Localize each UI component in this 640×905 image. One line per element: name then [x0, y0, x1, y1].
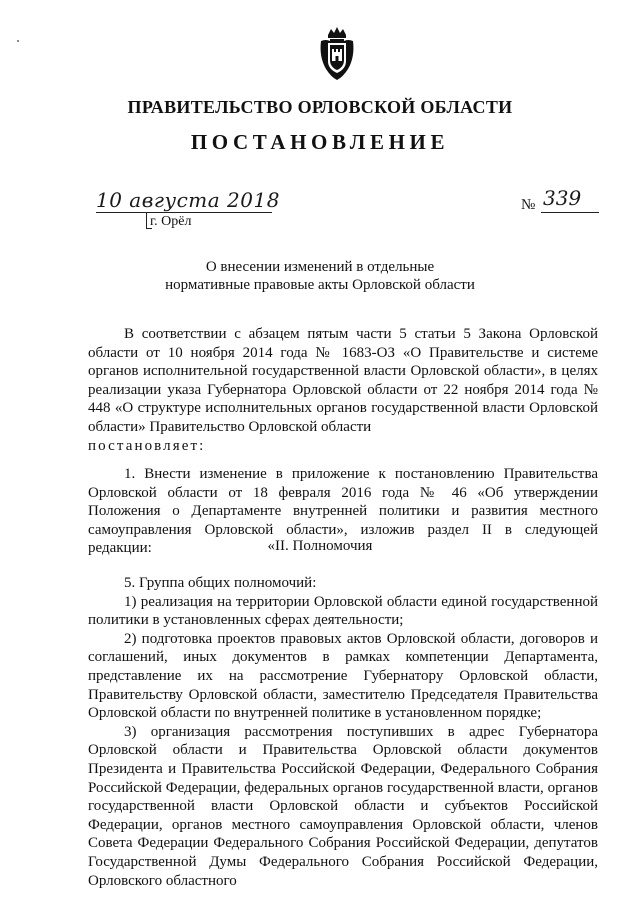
preamble-paragraph: [88, 325, 598, 455]
list-item: 1) реализация на территории Орловской области единой государственной политики в установленных сферах деятельности;: [88, 593, 598, 629]
city-label: г. Орёл: [150, 214, 192, 229]
number-sign: №: [521, 197, 536, 213]
number-underline: [541, 212, 599, 213]
date-underline: [96, 212, 272, 213]
organization-title: ПРАВИТЕЛЬСТВО ОРЛОВСКОЙ ОБЛАСТИ: [127, 97, 513, 117]
scan-speck: [17, 40, 19, 42]
list-item: 3) организация рассмотрения поступивших в адрес Губернатора Орловской области и Правительства Орловской области документов Президента и Правительства Российской Федерации, Федерального Собрания Российской Федерации, федеральных органов государственной власти, органов государственной власти Орловской области и субъектов Российской Федерации, органов местного самоуправления Орловской области, членов Совета Федерации Федерального Собрания Российской Федерации, депутатов Государственной Думы Федерального Собрания Российской Федерации, Орловского областного: [88, 723, 598, 889]
document-subject: [0, 258, 640, 294]
handwritten-date: 10 августа 2018: [96, 188, 280, 212]
decree-word: постановляет:: [88, 437, 206, 454]
document-type-title: ПОСТАНОВЛЕНИЕ: [190, 130, 450, 154]
coat-of-arms-icon: [318, 25, 356, 83]
list-item: 2) подготовка проектов правовых актов Орловской области, договоров и соглашений, иных документов в рамках компетенции Департамента, представление их на рассмотрение Губернатору Орловской области, Правительству Орловской области, заместителю Председателя Правительства Орловской области по внутренней политике в установленном порядке;: [88, 630, 598, 722]
preamble-text: В соответствии с абзацем пятым части 5 статьи 5 Закона Орловской области от 10 ноября 2014 года № 1683-ОЗ «О Правительстве и системе органов исполнительной государственной власти Орловской области», в целях реализации указа Губернатора Орловской области от 22 ноября 2014 года № 448 «О структуре исполнительных органов государственной власти Орловской области» Правительство Орловской области: [88, 326, 598, 435]
section-heading: «II. Полномочия: [267, 538, 373, 554]
group-title: 5. Группа общих полномочий:: [124, 575, 317, 591]
point-1-text: 1. Внести изменение в приложение к постановлению Правительства Орловской области от 18 февраля 2016 года № 46 «Об утверждении Положения о Департаменте внутренней политики и развития местного самоуправления Орловской области», изложив раздел II в следующей редакции:: [88, 466, 598, 557]
handwritten-number: 339: [543, 186, 582, 210]
subject-line-1: О внесении изменений в отдельные: [205, 259, 435, 275]
subject-line-2: нормативные правовые акты Орловской области: [165, 277, 475, 293]
powers-list: [88, 574, 598, 890]
